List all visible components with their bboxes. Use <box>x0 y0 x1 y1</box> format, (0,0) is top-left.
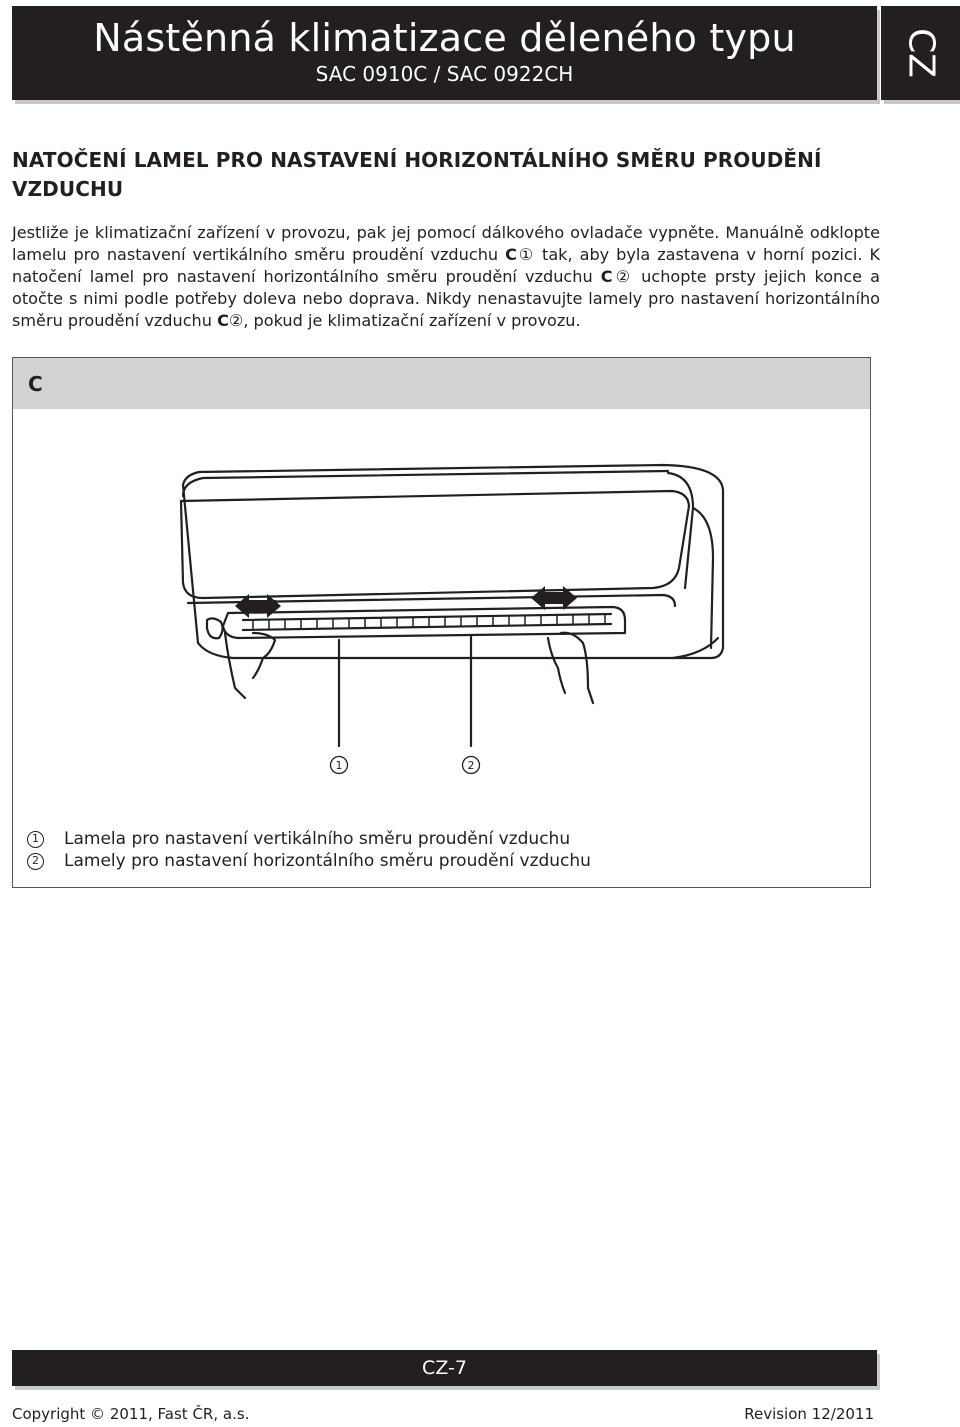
section-heading: NATOČENÍ LAMEL PRO NASTAVENÍ HORIZONTÁLNÍHO SMĚRU PROUDĚNÍ VZDUCHU <box>12 148 822 201</box>
copyright-notice: Copyright © 2011, Fast ČR, a.s. <box>12 1405 250 1423</box>
revision-label: Revision 12/2011 <box>744 1405 874 1423</box>
document-title: Nástěnná klimatizace děleného typu <box>93 16 796 60</box>
body-part-3: ② uchopte prsty jejich konce a otočte s nimi podle potřeby doleva nebo doprava. Nikdy nenastavujte lamely pro nastavení horizontálního směru proudění vzduchu <box>12 267 880 330</box>
figure-legend <box>27 828 591 872</box>
body-part-2: ① tak, aby byla zastavena v horní pozici. K natočení lamel pro nastavení horizontálního směru proudění vzduchu <box>12 245 880 286</box>
page-header <box>12 6 877 100</box>
air-conditioner-illustration <box>13 358 872 889</box>
figure-ref: C <box>217 311 229 330</box>
figure-c <box>12 357 871 888</box>
callout-2: 2 <box>467 759 475 772</box>
legend-number: 2 <box>27 853 44 870</box>
legend-item <box>27 850 591 872</box>
legend-number: 1 <box>27 831 44 848</box>
page-number: CZ-7 <box>422 1357 467 1379</box>
figure-ref: C <box>505 245 517 264</box>
model-numbers: SAC 0910C / SAC 0922CH <box>315 62 574 86</box>
legend-text: Lamela pro nastavení vertikálního směru proudění vzduchu <box>64 829 571 849</box>
legend-text: Lamely pro nastavení horizontálního směru proudění vzduchu <box>64 851 591 871</box>
language-code: CZ <box>900 28 941 78</box>
body-part-4: ②, pokud je klimatizační zařízení v provozu. <box>228 311 581 330</box>
instruction-paragraph <box>12 222 880 332</box>
body-part-1: Jestliže je klimatizační zařízení v provozu, pak jej pomocí dálkového ovladače vypněte. Manuálně odklopte lamelu pro nastavení vertikálního směru proudění vzduchu <box>12 223 880 264</box>
page-number-bar <box>12 1350 877 1386</box>
callout-1: 1 <box>335 759 343 772</box>
legend-item <box>27 828 591 850</box>
language-tab <box>881 6 960 100</box>
figure-label: C <box>28 372 43 396</box>
figure-ref: C <box>600 267 613 286</box>
